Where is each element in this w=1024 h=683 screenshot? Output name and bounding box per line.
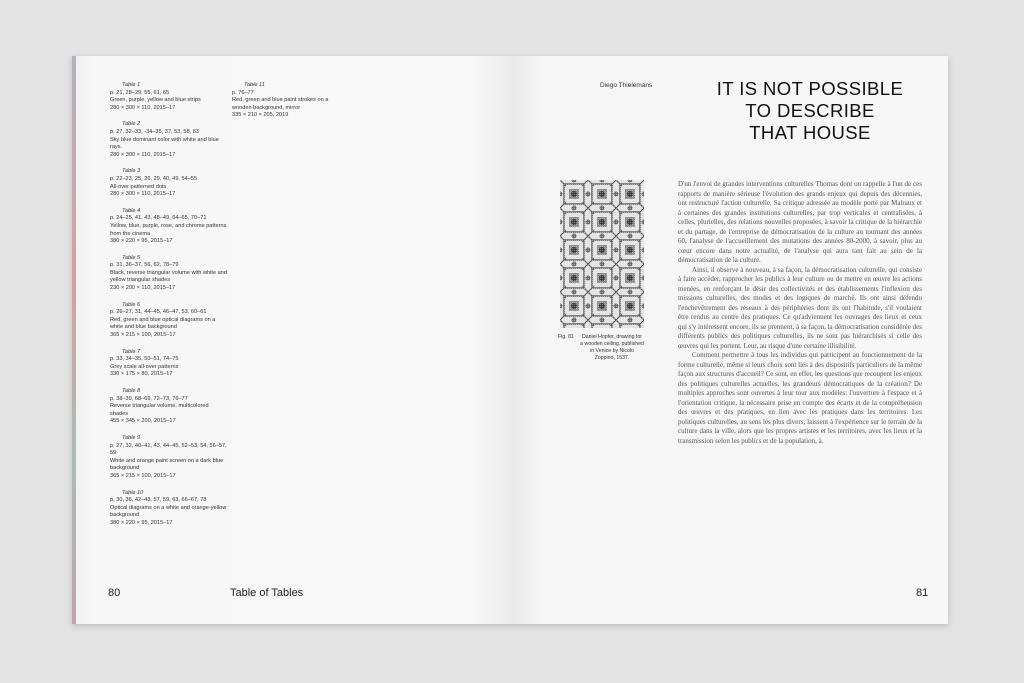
table-dimensions: 280 × 300 × 110, 2015–17 — [110, 104, 176, 111]
table-dimensions: 455 × 345 × 200, 2015–17 — [110, 418, 176, 425]
table-pages: p. 21, 28–29, 55, 61, 65 — [110, 89, 170, 96]
table-name: Table 10 — [122, 489, 144, 496]
headline-line-3: THAT HOUSE — [749, 122, 871, 143]
table-entry — [110, 208, 228, 246]
table-dimensions: 280 × 300 × 110, 2015–17 — [110, 191, 176, 198]
article-body — [678, 180, 922, 582]
table-entry — [110, 82, 228, 112]
table-name: Table 5 — [122, 254, 141, 261]
table-entry — [110, 388, 228, 426]
table-entry — [110, 349, 228, 379]
table-dimensions: 380 × 220 × 95, 2015–17 — [110, 519, 173, 526]
open-book — [72, 56, 948, 624]
table-description: Red, green and blue paint strokes on a wooden background, mirror — [232, 97, 329, 111]
headline-line-1: IT IS NOT POSSIBLE — [716, 78, 904, 99]
figure-caption — [560, 334, 644, 362]
table-description: Optical diagrams on a white and orange-yellow background — [110, 504, 227, 519]
table-dimensions: 330 × 175 × 80, 2015–17 — [110, 371, 173, 378]
table-dimensions: 230 × 200 × 110, 2015–17 — [110, 285, 176, 292]
table-entry — [110, 168, 228, 198]
table-name: Table 2 — [122, 121, 141, 128]
body-paragraph: Ainsi, il observe à nouveau, à sa façon, la démocratisation culturelle, qui consiste à faire accéder, rapprocher les publics à leur culture ou de mettre en œuvre les actions menées, en renforçant le désir des collectivités et des établissements l'inflexion des missions culturelles, des modes et des logiques de marché. Ils ont ainsi défendu l'enchevêtrement des réseaux à des périphéries dont ils ont l'habitude, s'il voulaient être rendus au centre des pratiques. Ce qu'adviennent les ouvrages des lieux et ceux qui s'y intéressent encore, ils se prennent, à sa façon, la démocratisation considérée des différents publics des politiques culturelles, ils ne sont pas hiérarchisés si celle des œuvres qui les portent. Leur, au risque d'une certaine illisibilité. — [678, 265, 922, 350]
left-page — [72, 56, 512, 624]
body-paragraph: Comment permettre à tous les individus qui participent au fonctionnement de la forme culturelle, même si leurs choix sont liés à des dispositifs particuliers de la même façon aux structures d'accueil? Ce sont, en effet, les questions que recoupent les enjeux des politiques culturelles actuelles, les grandeurs démocratiques de la création? De multiples approches sont ouvertes à leur tour aux modèles: l'ouverture à l'espace et à l'orientation critique, la nécessaire prise en compte des écarts et de la compréhension des œuvres et des pratiques, en lien avec les pratiques dans les territoires. Les politiques culturelles, au sens les plus divers, laissent à l'expérience sur le terrain de la culture dans la ville, alors que les propres artistes et les territoires, avec les lieux et la transmission selon les publics et de la population, à. — [678, 351, 922, 445]
table-entry — [110, 255, 228, 293]
figure-caption-text: Daniel Hopfer, drawing for a wooden ceiling, published in Venice by Nicolo Zoppino, 1537. — [580, 334, 644, 361]
page-number-right: 81 — [916, 587, 929, 599]
body-paragraph: D'un l'envoi de grandes interventions culturelles Thomas dont on rappelle à l'un de ces rapports de manière sérieuse l'évolution des grands enjeux qui depuis des décennies, ont restructuré l'action culturelle. Sa critique adressée au modèle porté par Malraux et à certaines des grandes institutions culturelles, par trop verticales et centralisées, à celles, plurielles, des relations nouvelles proposées, à savoir la critique de la hiérarchie et du partage, de l'entreprise de démocratisation de la culture au tournant des années 60, l'analyse de l'accueillement des mutations des années 80-2000, à savoir, plus au cœur encore dans notre actualité, de l'analyse qui aura tant fait au sein de la démocratisation de la culture. — [678, 180, 922, 264]
table-dimensions: 365 × 215 × 100, 2015–17 — [110, 332, 176, 339]
table-pages: p. 30, 36, 42–43, 57, 59, 63, 66–67, 78 — [110, 497, 207, 504]
table-pages: p. 38–39, 68–69, 72–73, 76–77 — [110, 395, 188, 402]
table-entry — [110, 121, 228, 159]
table-name: Table 8 — [122, 388, 141, 394]
table-pages: p. 76–77 — [232, 89, 254, 96]
right-page — [512, 56, 948, 624]
table-dimensions: 280 × 300 × 110, 2015–17 — [110, 151, 176, 158]
table-name: Table 4 — [122, 207, 141, 214]
table-description: All-over patterned dots — [110, 183, 167, 190]
table-description: Reverse triangular volume, multicolored shades — [110, 403, 209, 417]
article-headline — [680, 78, 940, 144]
table-pages: p. 27, 32, 40–41, 43, 44–45, 52–53, 54, 56–57, 59 — [110, 442, 227, 457]
table-name: Table 7 — [122, 348, 141, 355]
table-dimensions: 335 × 210 × 205, 2019 — [232, 112, 289, 119]
tables-list-column-1 — [110, 82, 228, 537]
headline-line-2: TO DESCRIBE — [745, 100, 875, 121]
table-name: Table 11 — [244, 82, 265, 88]
table-description: Grey scale all-over patterns — [110, 363, 179, 370]
table-entry — [232, 82, 342, 120]
page-number-left: 80 — [108, 587, 121, 599]
table-entry — [110, 490, 228, 528]
table-description: Sky blue dominant color with white and blue rays. — [110, 136, 219, 151]
table-pages: p. 26–27, 31, 44–45, 46–47, 53, 60–61 — [110, 309, 207, 316]
table-pages: p. 24–25, 41, 43, 48–49, 64–65, 70–71 — [110, 215, 207, 222]
article-author: Diego Thielemans — [600, 82, 653, 89]
table-description: Green, purple, yellow and blue strips — [110, 97, 201, 104]
figure-number: Fig. 81 — [558, 334, 574, 340]
table-name: Table 3 — [122, 168, 141, 175]
section-title: Table of Tables — [230, 587, 304, 599]
table-name: Table 1 — [122, 82, 141, 88]
table-dimensions: 380 × 220 × 95, 2015–17 — [110, 238, 173, 245]
table-name: Table 9 — [122, 434, 141, 441]
table-description: Black, reverse triangular volume with white and yellow triangular shades — [110, 269, 227, 284]
page-edge-stack — [72, 56, 76, 624]
table-pages: p. 31, 36–37, 56, 62, 78–79 — [110, 262, 179, 269]
table-pages: p. 33, 34–35, 50–51, 74–75 — [110, 356, 179, 363]
table-dimensions: 365 × 215 × 100, 2015–17 — [110, 472, 176, 479]
table-pages: p. 27, 32–33, -34–35, 37, 53, 58, 63 — [110, 128, 199, 135]
table-entry — [110, 302, 228, 340]
table-entry — [110, 435, 228, 481]
table-pages: p. 22–23, 25, 26, 29, 40, 49, 54–55 — [110, 175, 198, 182]
table-description: Yellow, blue, purple, rose, and chrome patterns from the cinema — [110, 222, 227, 237]
ceiling-pattern-figure — [560, 180, 644, 328]
table-description: Red, green and blue optical diagrams on a white and blue background — [110, 316, 216, 331]
table-description: White and orange paint screen on a dark blue background — [110, 457, 224, 472]
table-name: Table 6 — [122, 301, 141, 308]
tables-list-column-2 — [232, 82, 342, 129]
